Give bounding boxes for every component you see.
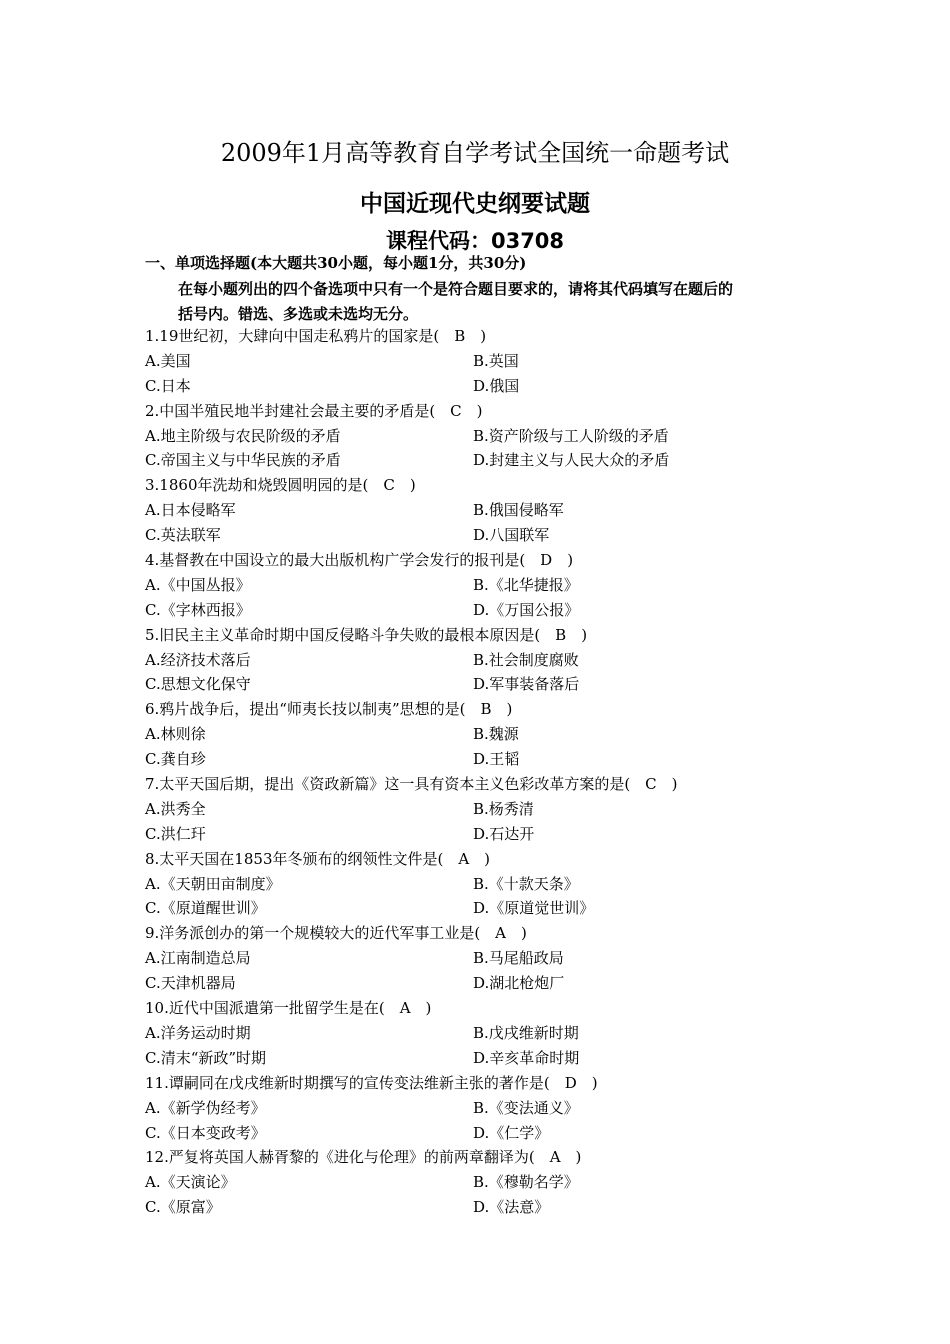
option-b: B.《北华捷报》 (473, 575, 579, 594)
option-a: A.《天朝田亩制度》 (145, 874, 281, 893)
question-6 (145, 697, 845, 772)
option-a: A.洋务运动时期 (145, 1023, 251, 1042)
question-stem: 1.19世纪初，大肆向中国走私鸦片的国家是( B ) (145, 327, 487, 345)
option-row (145, 797, 845, 822)
question-stem: 7.太平天国后期，提出《资政新篇》这一具有资本主义色彩改革方案的是( C ) (145, 775, 678, 794)
question-2 (145, 399, 845, 474)
option-row (145, 498, 845, 523)
option-row (145, 872, 845, 897)
option-a: A.美国 (145, 351, 191, 370)
option-row (145, 822, 845, 847)
option-b: B.资产阶级与工人阶级的矛盾 (473, 426, 669, 445)
option-a: A.日本侵略军 (145, 501, 236, 520)
option-c: C.思想文化保守 (145, 675, 251, 694)
option-a: A.江南制造总局 (145, 949, 251, 968)
option-a: A.林则徐 (145, 725, 206, 744)
option-a: A.《新学伪经考》 (145, 1098, 266, 1117)
option-a: A.《中国丛报》 (145, 575, 251, 594)
option-row (145, 971, 845, 996)
question-12 (145, 1145, 845, 1220)
option-row (145, 349, 845, 374)
question-stem: 9.洋务派创办的第一个规模较大的近代军事工业是( A ) (145, 924, 527, 943)
option-d: D.八国联军 (473, 526, 550, 545)
option-row (145, 1021, 845, 1046)
option-b: B.杨秀清 (473, 799, 534, 818)
option-c: C.天津机器局 (145, 974, 236, 993)
option-b: B.《穆勒名学》 (473, 1173, 579, 1192)
option-row (145, 598, 845, 623)
instruction-line-1: 在每小题列出的四个备选项中只有一个是符合题目要求的，请将其代码填写在题后的 (178, 280, 734, 298)
option-b: B.马尾船政局 (473, 949, 564, 968)
option-row (145, 946, 845, 971)
course-code: 课程代码：03708 (385, 229, 565, 253)
option-c: C.《原富》 (145, 1198, 221, 1217)
option-row (145, 896, 845, 921)
question-stem: 11.谭嗣同在戊戌维新时期撰写的宣传变法维新主张的著作是( D ) (145, 1073, 598, 1092)
question-stem: 8.太平天国在1853年冬颁布的纲领性文件是( A ) (145, 849, 491, 868)
option-c: C.洪仁玕 (145, 824, 206, 843)
option-c: C.《日本变政考》 (145, 1123, 266, 1142)
option-a: A.地主阶级与农民阶级的矛盾 (145, 426, 341, 445)
option-a: A.洪秀全 (145, 799, 206, 818)
option-a: A.《天演论》 (145, 1173, 236, 1192)
option-row (145, 1170, 845, 1195)
option-d: D.军事装备落后 (473, 675, 580, 694)
option-d: D.《法意》 (473, 1198, 550, 1217)
option-b: B.戊戌维新时期 (473, 1023, 579, 1042)
option-b: B.《十款天条》 (473, 874, 579, 893)
question-stem: 2.中国半殖民地半封建社会最主要的矛盾是( C ) (145, 401, 483, 420)
question-8 (145, 847, 845, 922)
option-row (145, 1195, 845, 1220)
question-7 (145, 772, 845, 847)
question-stem: 10.近代中国派遣第一批留学生是在( A ) (145, 999, 432, 1018)
question-10 (145, 996, 845, 1071)
option-row (145, 448, 845, 473)
question-list (145, 324, 845, 1220)
option-c: C.龚自珍 (145, 750, 206, 769)
question-stem: 6.鸦片战争后，提出“师夷长技以制夷”思想的是( B ) (145, 700, 513, 719)
option-d: D.封建主义与人民大众的矛盾 (473, 451, 670, 470)
option-d: D.辛亥革命时期 (473, 1048, 580, 1067)
option-b: B.魏源 (473, 725, 519, 744)
question-stem: 5.旧民主主义革命时期中国反侵略斗争失败的最根本原因是( B ) (145, 625, 588, 644)
option-c: C.《原道醒世训》 (145, 899, 266, 918)
option-row (145, 747, 845, 772)
question-3 (145, 473, 845, 548)
option-c: C.帝国主义与中华民族的矛盾 (145, 451, 341, 470)
option-row (145, 523, 845, 548)
option-row (145, 424, 845, 449)
option-row (145, 648, 845, 673)
option-b: B.社会制度腐败 (473, 650, 579, 669)
subject-title: 中国近现代史纲要试题 (360, 191, 590, 217)
option-row (145, 1121, 845, 1146)
option-b: B.英国 (473, 351, 519, 370)
option-c: C.英法联军 (145, 526, 221, 545)
question-1 (145, 324, 845, 399)
option-c: C.清末“新政”时期 (145, 1048, 267, 1067)
option-d: D.王韬 (473, 750, 520, 769)
question-4 (145, 548, 845, 623)
option-b: B.《变法通义》 (473, 1098, 579, 1117)
option-row (145, 1046, 845, 1071)
option-row (145, 573, 845, 598)
instruction-line-2: 括号内。错选、多选或未选均无分。 (178, 305, 419, 323)
option-d: D.石达开 (473, 824, 535, 843)
question-stem: 12.严复将英国人赫胥黎的《进化与伦理》的前两章翻译为( A ) (145, 1148, 582, 1167)
exam-title: 2009年1月高等教育自学考试全国统一命题考试 (220, 139, 730, 167)
question-11 (145, 1071, 845, 1146)
section-heading: 一、单项选择题(本大题共30小题，每小题1分，共30分) (145, 254, 527, 272)
option-b: B.俄国侵略军 (473, 501, 564, 520)
option-d: D.《仁学》 (473, 1123, 550, 1142)
option-d: D.《万国公报》 (473, 600, 580, 619)
option-c: C.日本 (145, 376, 191, 395)
question-stem: 3.1860年洗劫和烧毁圆明园的是( C ) (145, 476, 416, 495)
question-9 (145, 921, 845, 996)
question-5 (145, 623, 845, 698)
option-d: D.俄国 (473, 376, 520, 395)
option-row (145, 374, 845, 399)
option-row (145, 1096, 845, 1121)
question-stem: 4.基督教在中国设立的最大出版机构广学会发行的报刊是( D ) (145, 551, 574, 570)
option-d: D.《原道觉世训》 (473, 899, 595, 918)
option-d: D.湖北枪炮厂 (473, 974, 565, 993)
option-c: C.《字林西报》 (145, 600, 251, 619)
option-row (145, 722, 845, 747)
option-row (145, 672, 845, 697)
option-a: A.经济技术落后 (145, 650, 251, 669)
